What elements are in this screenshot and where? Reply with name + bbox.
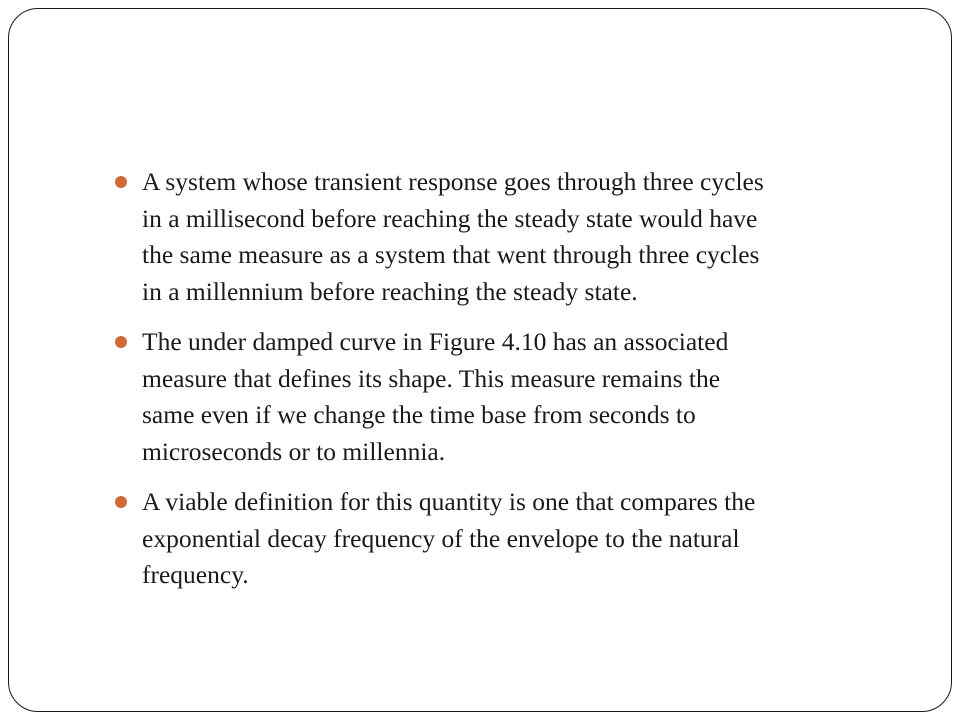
bullet-text-line: in a millisecond before reaching the steady state would have — [142, 203, 758, 233]
bullet-dot-icon — [115, 176, 127, 188]
bullet-text-line: microseconds or to millennia. — [142, 436, 446, 466]
bullet-item-underdamped-measure — [115, 324, 915, 470]
bullet-text-line: The under damped curve in Figure 4.10 has an associated — [142, 327, 729, 356]
bullet-dot-icon — [115, 496, 127, 508]
bullet-text-line: the same measure as a system that went through three cycles — [142, 240, 760, 269]
bullet-text-line: measure that defines its shape. This measure remains the — [142, 363, 721, 393]
bullet-text-line: in a millennium before reaching the steady state. — [142, 276, 638, 306]
bullet-list — [115, 164, 915, 608]
bullet-item-viable-definition — [115, 484, 915, 594]
bullet-text-line: A viable definition for this quantity is one that compares the — [142, 487, 756, 516]
bullet-text-line: exponential decay frequency of the envelope to the natural — [142, 523, 740, 553]
bullet-text-line: same even if we change the time base from seconds to — [142, 400, 696, 429]
bullet-item-transient-cycles — [115, 164, 915, 310]
bullet-text-line: A system whose transient response goes through three cycles — [142, 167, 764, 196]
bullet-dot-icon — [115, 336, 127, 348]
bullet-text-line: frequency. — [142, 560, 249, 589]
slide-frame — [8, 8, 952, 712]
